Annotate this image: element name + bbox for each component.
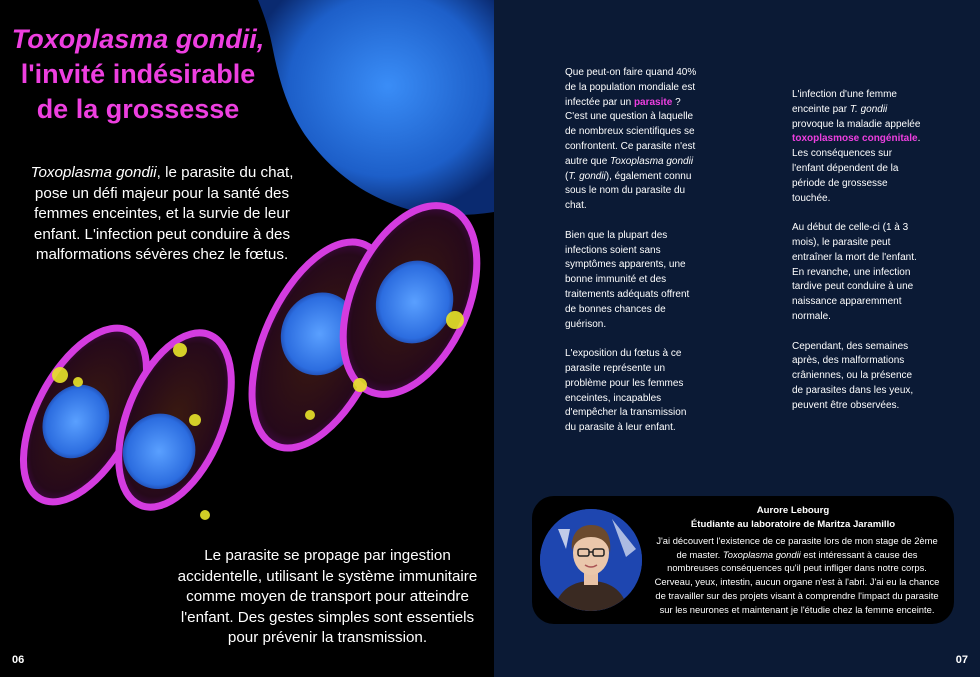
- col1-paragraph-2: Bien que la plupart des infections soient sans symptômes apparents, une bonne immunité et des traitements adéquats offrent de bonnes chances de guérison.: [565, 229, 690, 330]
- person-avatar-icon: [540, 509, 642, 611]
- text-column-2: [792, 88, 924, 428]
- testimonial-header: [650, 504, 936, 531]
- col1-paragraph-3: L'exposition du fœtus à ce parasite représente un problème pour les femmes enceintes, incapables d'empêcher la transmission du parasite à leur enfant.: [565, 348, 687, 434]
- right-page: [494, 0, 980, 677]
- col2-paragraph-3: Cependant, des semaines après, des malformations crâniennes, ou la présence de parasites dans les yeux, peuvent être observées.: [792, 340, 914, 411]
- page-title: [10, 22, 266, 127]
- title-subtitle: l'invité indésirable de la grossesse: [20, 59, 256, 124]
- text-column-1: [565, 66, 697, 451]
- col2-paragraph-1: L'infection d'une femme enceinte par T. gondii provoque la maladie appelée toxoplasmose congénitale. Les conséquences sur l'enfant dépendent de la période de grossesse touchée.: [792, 89, 921, 204]
- testimonial-name: Aurore Lebourg: [756, 505, 830, 516]
- testimonial-role: Étudiante au laboratoire de Maritza Jaramillo: [690, 518, 896, 530]
- col1-paragraph-1: Que peut-on faire quand 40% de la population mondiale est infectée par un parasite ? C'est une question à laquelle de nombreux scientifiques se confrontent. Ce parasite n'est autre que Toxoplasma gondii (T. gondii), également connu sous le nom du parasite du chat.: [565, 67, 697, 212]
- highlight-disease: toxoplasmose congénitale: [792, 133, 918, 145]
- page-number-right: 07: [955, 654, 968, 666]
- testimonial-card: [532, 496, 954, 624]
- testimonial-portrait: [540, 509, 642, 611]
- highlight-parasite: parasite: [633, 96, 673, 108]
- transmission-paragraph: Le parasite se propage par ingestion accidentelle, utilisant le système immunitaire comme moyen de transport pour atteindre l'enfant. Des gestes simples sont essentiels pour prévenir la transmission.: [177, 547, 478, 646]
- testimonial-quote: J'ai découvert l'existence de ce parasite lors de mon stage de 2ème de master. Toxoplasma gondii est intéressant à cause des nombreuses conséquences qu'il peut infliger dans notre corps. Cerveau, yeux, intestin, aucun organe n'est à l'abri. J'ai eu la chance de travailler sur des projets visant à comprendre l'impact du parasite sur les neurones et maintenant je l'étudie chez la femme enceinte.: [654, 535, 940, 615]
- col2-paragraph-2: Au début de celle-ci (1 à 3 mois), le parasite peut entraîner la mort de l'enfant. En revanche, une infection tardive peut conduire à une naissance apparemment normale.: [792, 222, 917, 322]
- title-species: Toxoplasma gondii,: [11, 24, 265, 54]
- lead-paragraph: [12, 163, 312, 266]
- lead-species: Toxoplasma gondii: [30, 164, 157, 181]
- lead-text: , le parasite du chat, pose un défi majeur pour la santé des femmes enceintes, et la survie de leur enfant. L'infection peut conduire à des malformations sévères chez le fœtus.: [33, 164, 294, 263]
- page-number-left: 06: [12, 654, 25, 666]
